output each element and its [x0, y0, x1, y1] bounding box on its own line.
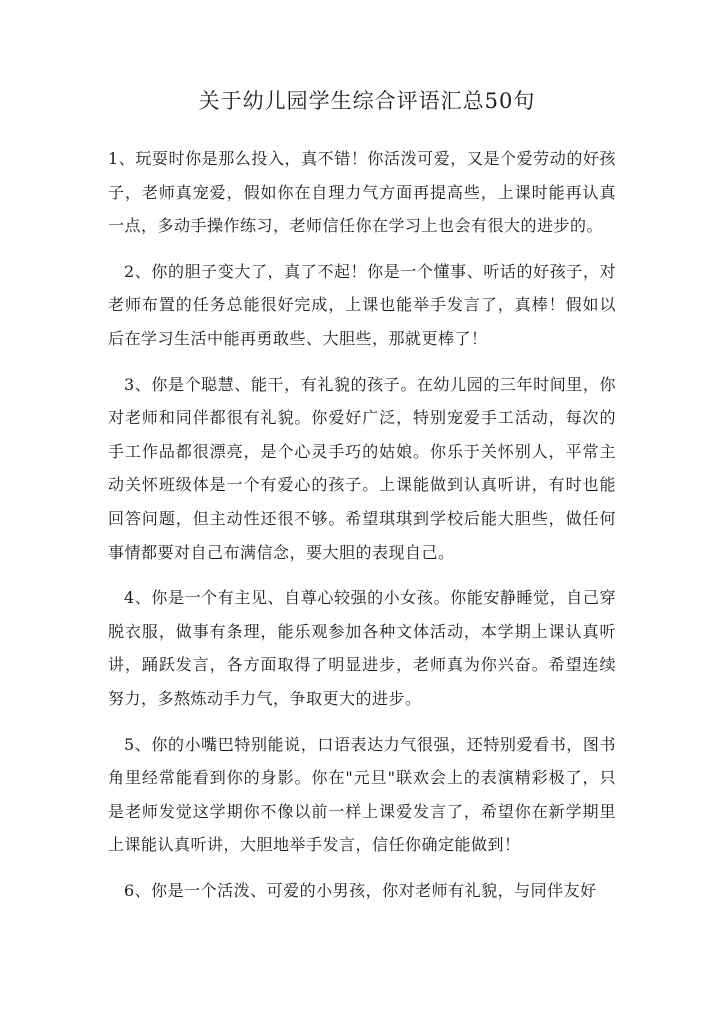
comment-paragraph-5: 5、你的小嘴巴特别能说，口语表达力气很强，还特别爱看书，图书角里经常能看到你的身影。你在"元旦"联欢会上的表演精彩极了，只是老师发觉这学期你不像以前一样上课爱发言了，希望你在新学期里上课能认真听讲，大胆地举手发言，信任你确定能做到！: [108, 734, 616, 855]
comment-paragraph-1: 1、玩耍时你是那么投入，真不错！你活泼可爱，又是个爱劳动的好孩子，老师真宠爱，假如你在自理力气方面再提高些，上课时能再认真一点，多动手操作练习，老师信任你在学习上也会有很大的进步的。: [108, 149, 616, 236]
comment-paragraph-6: 6、你是一个活泼、可爱的小男孩，你对老师有礼貌，与同伴友好: [124, 880, 597, 900]
document-title: 关于幼儿园学生综合评语汇总50句: [198, 89, 536, 113]
comment-paragraph-2: 2、你的胆子变大了，真了不起！你是一个懂事、听话的好孩子，对老师布置的任务总能很好完成，上课也能举手发言了，真棒！假如以后在学习生活中能再勇敢些、大胆些，那就更棒了！: [108, 261, 616, 348]
comment-paragraph-3: 3、你是个聪慧、能干，有礼貌的孩子。在幼儿园的三年时间里，你对老师和同伴都很有礼貌。你爱好广泛，特别宠爱手工活动，每次的手工作品都很漂亮，是个心灵手巧的姑娘。你乐于关怀别人，平常主动关怀班级体是一个有爱心的孩子。上课能做到认真听讲，有时也能回答问题，但主动性还很不够。希望琪琪到学校后能大胆些，做任何事情都要对自己布满信念，要大胆的表现自己。: [108, 374, 616, 562]
comment-paragraph-4: 4、你是一个有主见、自尊心较强的小女孩。你能安静睡觉，自己穿脱衣服，做事有条理，能乐观参加各种文体活动，本学期上课认真听讲，踊跃发言，各方面取得了明显进步，老师真为你兴奋。希望连续努力，多熬炼动手力气，争取更大的进步。: [108, 588, 616, 708]
